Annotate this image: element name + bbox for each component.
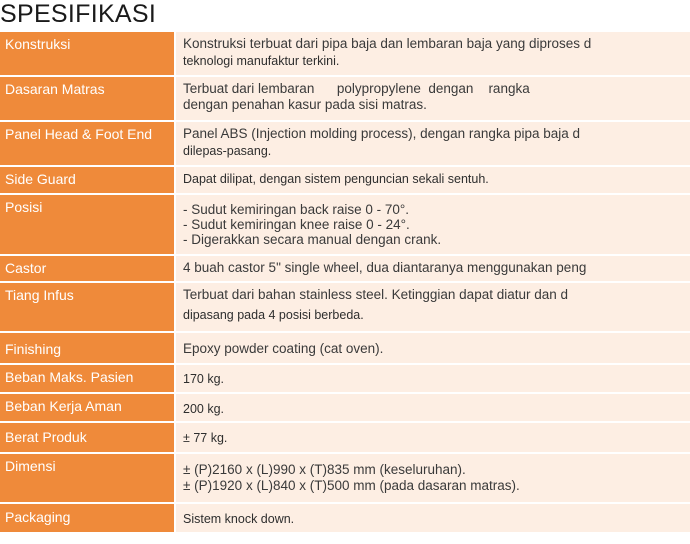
spec-table: [0, 32, 690, 534]
spec-value-line: Terbuat dari bahan stainless steel. Ketinggian dapat diatur dan d: [183, 287, 569, 302]
spec-label: Beban Maks. Pasien: [0, 365, 174, 392]
spec-value-line: Sistem knock down.: [183, 512, 295, 526]
spec-value-line: Panel ABS (Injection molding process), dengan rangka pipa baja d: [183, 126, 581, 141]
spec-value-line: 170 kg.: [183, 372, 225, 386]
spec-value: [176, 333, 690, 363]
spec-value: [176, 167, 690, 193]
spec-value: [176, 195, 690, 254]
spec-row-tiang-infus: [0, 283, 690, 333]
spec-row-side-guard: [0, 167, 690, 195]
spec-label: Dasaran Matras: [0, 77, 174, 120]
spec-value: [176, 423, 690, 452]
spec-row-castor: [0, 256, 690, 283]
spec-label: Berat Produk: [0, 423, 174, 452]
spec-value-line: ± (P)1920 x (L)840 x (T)500 mm (pada dasaran matras).: [183, 478, 520, 493]
spec-value-line: Konstruksi terbuat dari pipa baja dan lembaran baja yang diproses d: [183, 36, 592, 51]
spec-row-posisi: [0, 195, 690, 256]
spec-value-line: 200 kg.: [183, 402, 225, 416]
spec-label: Castor: [0, 256, 174, 281]
spec-row-packaging: [0, 504, 690, 534]
spec-value-line: 4 buah castor 5" single wheel, dua diantaranya menggunakan peng: [183, 260, 587, 275]
spec-value-line: dilepas-pasang.: [183, 144, 272, 158]
spec-value: [176, 283, 690, 331]
spec-row-berat-produk: [0, 423, 690, 454]
spec-label: Panel Head & Foot End: [0, 122, 174, 165]
spec-value-line: Epoxy powder coating (cat oven).: [183, 341, 384, 356]
spec-label: Tiang Infus: [0, 283, 174, 331]
spec-label: Konstruksi: [0, 32, 174, 75]
spec-value-line: Terbuat dari lembaran polypropylene dengan rangka: [183, 81, 530, 96]
spec-row-finishing: [0, 333, 690, 365]
spec-label: Beban Kerja Aman: [0, 394, 174, 421]
spec-value-line: - Sudut kemiringan back raise 0 - 70°.: [183, 202, 410, 217]
spec-row-beban-maks-pasien: [0, 365, 690, 394]
spec-value: [176, 365, 690, 392]
spec-label: Dimensi: [0, 454, 174, 502]
spec-value-line: dipasang pada 4 posisi berbeda.: [183, 308, 364, 322]
spec-value-line: Dapat dilipat, dengan sistem penguncian sekali sentuh.: [183, 172, 489, 186]
spec-label: Packaging: [0, 504, 174, 532]
spec-value: [176, 454, 690, 502]
spec-value: [176, 256, 690, 281]
spec-value-line: ± 77 kg.: [183, 431, 228, 445]
spec-value: [176, 504, 690, 532]
spec-label: Finishing: [0, 333, 174, 363]
spec-label: Posisi: [0, 195, 174, 254]
spec-row-konstruksi: [0, 32, 690, 77]
spec-value: [176, 77, 690, 120]
spec-value-line: - Sudut kemiringan knee raise 0 - 24°.: [183, 217, 410, 232]
spec-value: [176, 32, 690, 75]
spec-value-line: teknologi manufaktur terkini.: [183, 54, 340, 68]
spec-value: [176, 122, 690, 165]
spec-label: Side Guard: [0, 167, 174, 193]
spec-row-dimensi: [0, 454, 690, 504]
spec-value-line: - Digerakkan secara manual dengan crank.: [183, 232, 442, 247]
page-title: SPESIFIKASI: [0, 0, 157, 28]
spec-row-beban-kerja-aman: [0, 394, 690, 423]
spec-value: [176, 394, 690, 421]
spec-row-panel-head-foot-end: [0, 122, 690, 167]
spec-value-line: ± (P)2160 x (L)990 x (T)835 mm (keseluruhan).: [183, 462, 466, 477]
spec-value-line: dengan penahan kasur pada sisi matras.: [183, 97, 427, 112]
spec-row-dasaran-matras: [0, 77, 690, 122]
